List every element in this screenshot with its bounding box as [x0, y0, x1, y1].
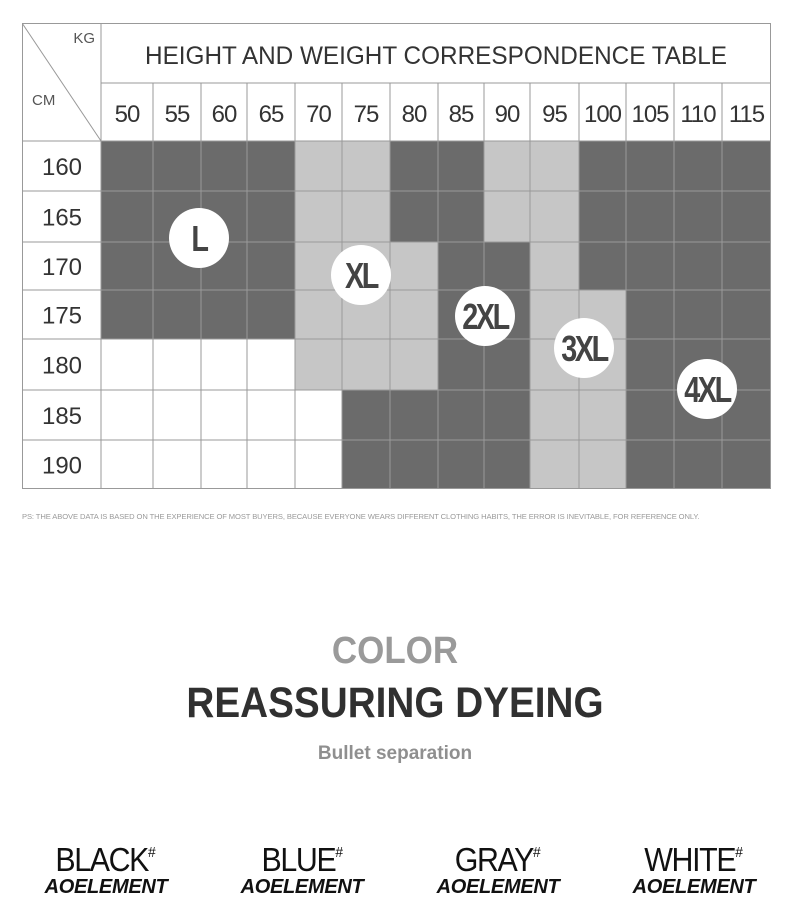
size-cell	[295, 191, 342, 242]
weight-header: 65	[258, 101, 284, 128]
size-cell	[201, 390, 247, 440]
size-cell	[674, 440, 722, 489]
height-header: 170	[41, 254, 83, 281]
size-cell	[101, 290, 153, 339]
table-title: HEIGHT AND WEIGHT CORRESPONDENCE TABLE	[145, 42, 727, 70]
size-cell	[101, 339, 153, 390]
size-cell	[438, 440, 484, 489]
size-cell	[247, 339, 295, 390]
size-cell	[484, 141, 530, 191]
size-cell	[101, 440, 153, 489]
size-cell	[674, 242, 722, 290]
size-cell	[626, 339, 674, 390]
size-cell	[722, 440, 771, 489]
size-cell	[579, 440, 626, 489]
size-cell	[342, 390, 390, 440]
size-label: 4XL	[684, 368, 730, 410]
weight-header: 55	[164, 101, 190, 128]
weight-header: 105	[631, 101, 669, 128]
size-cell	[201, 440, 247, 489]
size-cell	[438, 191, 484, 242]
size-cell	[295, 290, 342, 339]
weight-header: 80	[401, 101, 427, 128]
weight-header: 95	[542, 101, 567, 128]
size-cell	[530, 141, 579, 191]
color-brand: AOELEMENT	[240, 876, 364, 898]
size-cell	[484, 242, 530, 290]
size-cell	[342, 191, 390, 242]
section-kicker: COLOR	[331, 630, 459, 672]
color-mark: #	[148, 844, 157, 861]
size-cell	[626, 191, 674, 242]
size-cell	[390, 141, 438, 191]
size-cell	[484, 390, 530, 440]
size-cell	[153, 440, 201, 489]
height-header: 175	[41, 302, 83, 330]
size-cell	[101, 191, 153, 242]
size-cell	[626, 242, 674, 290]
size-cell	[579, 242, 626, 290]
size-cell	[153, 339, 201, 390]
size-cell	[101, 242, 153, 290]
color-mark: #	[735, 844, 744, 861]
size-cell	[247, 390, 295, 440]
size-cell	[722, 141, 771, 191]
disclaimer-note: PS: THE ABOVE DATA IS BASED ON THE EXPERIENCE OF MOST BUYERS, BECAUSE EVERYONE WEARS DIFFERENT CLOTHING HABITS, THE ERROR IS INEVITABLE, FOR REFERENCE ONLY.	[22, 512, 700, 521]
size-cell	[390, 339, 438, 390]
weight-unit-label: KG	[73, 30, 95, 47]
size-cell	[438, 390, 484, 440]
size-cell	[390, 191, 438, 242]
weight-header: 60	[211, 101, 237, 128]
color-options	[0, 836, 790, 896]
size-cell	[626, 290, 674, 339]
size-cell	[247, 440, 295, 489]
size-label: 2XL	[462, 295, 508, 337]
size-cell	[674, 191, 722, 242]
size-cell	[579, 191, 626, 242]
size-cell	[101, 390, 153, 440]
size-cell	[201, 290, 247, 339]
size-cell	[530, 242, 579, 290]
size-badge	[169, 208, 229, 268]
color-mark: #	[335, 844, 343, 861]
size-label: XL	[345, 254, 377, 296]
height-header: 165	[41, 204, 83, 232]
color-brand: AOELEMENT	[632, 876, 756, 898]
size-badge	[677, 359, 737, 419]
size-cell	[674, 290, 722, 339]
size-cell	[390, 242, 438, 290]
size-cell	[579, 141, 626, 191]
size-badge	[455, 286, 515, 346]
height-unit-label: CM	[32, 92, 56, 109]
size-cell	[247, 141, 295, 191]
size-cell	[153, 141, 201, 191]
weight-header: 100	[583, 101, 622, 128]
color-option-blue[interactable]	[204, 836, 400, 897]
height-header: 180	[41, 352, 83, 380]
color-name: BLUE	[261, 841, 336, 878]
size-cell	[390, 290, 438, 339]
size-cell	[295, 339, 342, 390]
size-cell	[438, 141, 484, 191]
size-cell	[484, 440, 530, 489]
size-cell	[153, 290, 201, 339]
size-cell	[674, 141, 722, 191]
color-option-gray[interactable]	[400, 836, 596, 897]
section-subtitle: Bullet separation	[317, 743, 473, 764]
size-cell	[342, 141, 390, 191]
size-cell	[530, 191, 579, 242]
height-header-column	[42, 154, 82, 480]
size-cell	[722, 290, 771, 339]
weight-header-row	[115, 101, 765, 128]
size-cell	[247, 191, 295, 242]
color-mark: #	[533, 844, 541, 861]
color-option-white[interactable]	[596, 836, 790, 897]
size-cell	[295, 141, 342, 191]
size-cell	[390, 390, 438, 440]
size-cell	[201, 141, 247, 191]
size-cell	[101, 141, 153, 191]
weight-header: 50	[114, 101, 140, 128]
size-cell	[484, 191, 530, 242]
weight-header: 70	[306, 101, 331, 128]
size-label: 3XL	[561, 327, 607, 369]
size-cell	[247, 290, 295, 339]
weight-header: 110	[680, 101, 716, 128]
weight-header: 115	[728, 101, 765, 128]
size-cell	[201, 339, 247, 390]
size-cell	[342, 440, 390, 489]
section-title: REASSURING DYEING	[186, 679, 604, 727]
size-cell	[626, 390, 674, 440]
size-cell	[722, 191, 771, 242]
height-header: 185	[41, 403, 83, 430]
size-cell	[626, 141, 674, 191]
size-cell	[484, 339, 530, 390]
color-brand: AOELEMENT	[44, 876, 168, 898]
size-label: L	[191, 217, 207, 259]
color-brand: AOELEMENT	[436, 876, 560, 898]
size-cell	[295, 390, 342, 440]
size-cell	[438, 242, 484, 290]
size-cell	[438, 339, 484, 390]
size-cell	[530, 390, 579, 440]
weight-header: 75	[353, 101, 379, 128]
height-header: 160	[41, 154, 83, 181]
weight-header: 90	[494, 101, 520, 128]
size-cell	[342, 339, 390, 390]
size-badge	[554, 318, 614, 378]
color-name: BLACK	[55, 841, 149, 878]
size-cell	[626, 440, 674, 489]
color-name: GRAY	[455, 841, 534, 878]
size-cell	[153, 390, 201, 440]
size-cell	[247, 242, 295, 290]
size-cell	[390, 440, 438, 489]
weight-header: 85	[448, 101, 474, 128]
color-name: WHITE	[644, 841, 736, 878]
height-header: 190	[41, 452, 83, 480]
color-option-black[interactable]	[8, 836, 204, 897]
size-badge	[331, 245, 391, 305]
size-cell	[579, 390, 626, 440]
size-cell	[530, 440, 579, 489]
size-chart-table	[22, 23, 771, 489]
size-cell	[295, 440, 342, 489]
size-cell	[722, 242, 771, 290]
